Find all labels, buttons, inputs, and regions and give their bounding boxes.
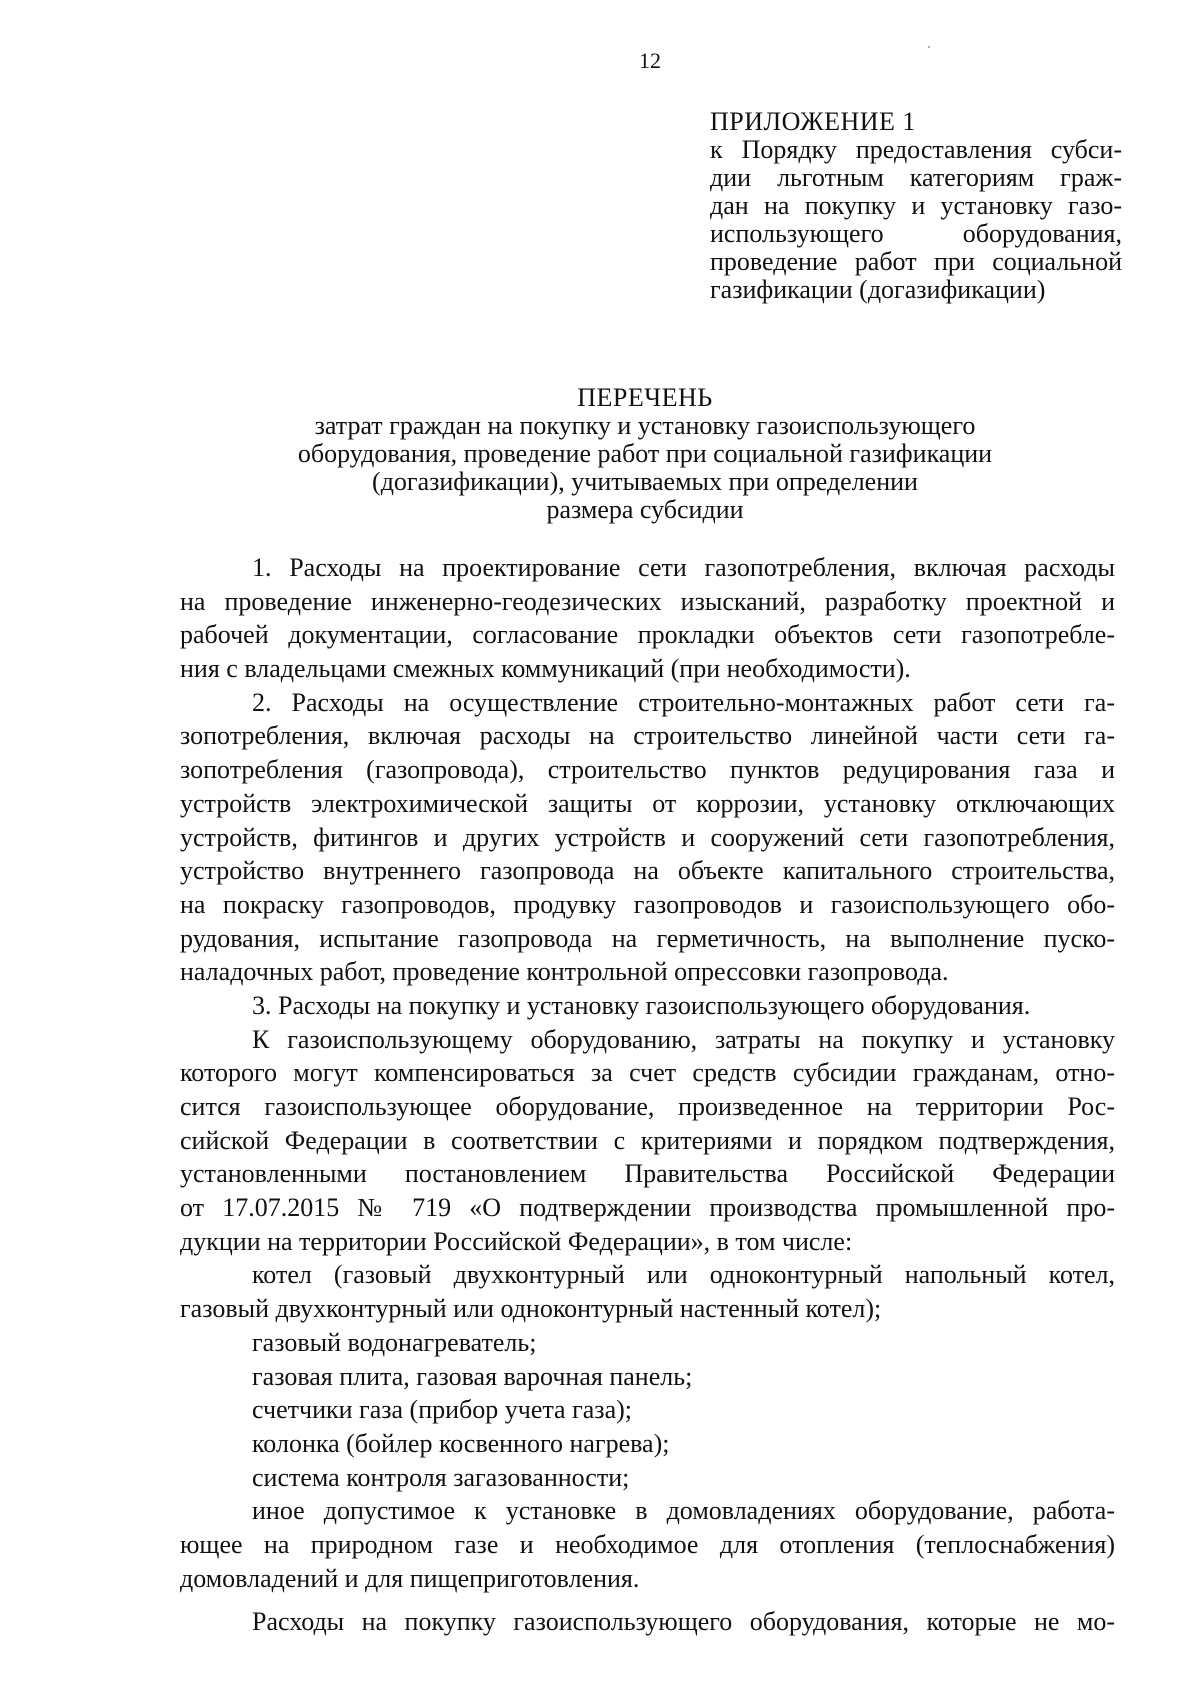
- body-line: устройств, фитингов и других устройств и сооружений сети газопотребления,: [180, 822, 1115, 852]
- body-line: Расходы на покупку газоиспользующего оборудования, которые не мо-: [252, 1607, 1115, 1637]
- list-item: иное допустимое к установке в домовладениях оборудование, работа-: [252, 1496, 1115, 1526]
- body-line: рабочей документации, согласование прокладки объектов сети газопотребле-: [180, 620, 1115, 650]
- annex-line: дан на покупку и установку газо-: [710, 191, 1122, 220]
- list-item: ющее на природном газе и необходимое для отопления (теплоснабжения): [180, 1529, 1115, 1559]
- body-line: 3. Расходы на покупку и установку газоиспользующего оборудования.: [252, 990, 1031, 1020]
- body-line: установленными постановлением Правительства Российской Федерации: [180, 1159, 1115, 1189]
- document-body: [180, 551, 1115, 1639]
- page-number: 12: [639, 48, 661, 73]
- body-line: рудования, испытание газопровода на герметичность, на выполнение пуско-: [180, 923, 1115, 953]
- body-line: зопотребления, включая расходы на строительство линейной части сети га-: [180, 721, 1115, 751]
- annex-block: [710, 108, 1122, 304]
- body-line: сится газоиспользующее оборудование, произведенное на территории Рос-: [180, 1092, 1115, 1121]
- list-item: колонка (бойлер косвенного нагрева);: [252, 1428, 670, 1458]
- annex-line: к Порядку предоставления субси-: [710, 135, 1122, 164]
- annex-line: дии льготным категориям граж-: [710, 163, 1122, 192]
- list-item: система контроля загазованности;: [252, 1462, 630, 1492]
- body-line: которого могут компенсироваться за счет средств субсидии гражданам, отно-: [180, 1058, 1115, 1088]
- list-item: счетчики газа (прибор учета газа);: [252, 1395, 632, 1425]
- body-line: К газоиспользующему оборудованию, затраты на покупку и установку: [252, 1024, 1115, 1054]
- body-line: дукции на территории Российской Федерации», в том числе:: [180, 1226, 853, 1256]
- annex-title: ПРИЛОЖЕНИЕ 1: [710, 107, 916, 136]
- list-item: газовый двухконтурный или одноконтурный настенный котел);: [180, 1294, 882, 1324]
- annex-line: использующего оборудования,: [710, 219, 1122, 248]
- body-line: 2. Расходы на осуществление строительно-монтажных работ сети га-: [252, 687, 1115, 717]
- annex-line: проведение работ при социальной: [710, 247, 1122, 276]
- body-line: наладочных работ, проведение контрольной опрессовки газопровода.: [180, 957, 949, 987]
- document-heading: [180, 384, 1110, 524]
- list-item: газовая плита, газовая варочная панель;: [252, 1361, 693, 1391]
- body-line: сийской Федерации в соответствии с критериями и порядком подтверждения,: [180, 1125, 1115, 1155]
- heading-line: размера субсидии: [546, 495, 744, 524]
- body-line: ния с владельцами смежных коммуникаций (при необходимости).: [180, 654, 911, 684]
- list-item: котел (газовый двухконтурный или одноконтурный напольный котел,: [252, 1260, 1115, 1290]
- list-item: домовладений и для пищеприготовления.: [180, 1563, 640, 1593]
- body-line: 1. Расходы на проектирование сети газопотребления, включая расходы: [252, 553, 1115, 582]
- body-line: на покраску газопроводов, продувку газопроводов и газоиспользующего обо-: [180, 889, 1115, 919]
- body-line: на проведение инженерно-геодезических изысканий, разработку проектной и: [180, 586, 1115, 616]
- heading-line: оборудования, проведение работ при социальной газификации: [297, 439, 993, 468]
- body-line: зопотребления (газопровода), строительство пунктов редуцирования газа и: [180, 755, 1115, 785]
- heading-line: затрат граждан на покупку и установку газоиспользующего: [314, 411, 976, 440]
- body-line: устройств электрохимической защиты от коррозии, установку отключающих: [180, 788, 1115, 818]
- body-line: от 17.07.2015 № 719 «О подтверждении производства промышленной про-: [180, 1193, 1115, 1223]
- body-line: устройство внутреннего газопровода на объекте капитального строительства,: [180, 856, 1115, 886]
- list-item: газовый водонагреватель;: [252, 1327, 537, 1357]
- heading-line: (догазификации), учитываемых при определении: [372, 467, 918, 496]
- heading-title: ПЕРЕЧЕНЬ: [577, 383, 713, 412]
- annex-line: газификации (догазификации): [710, 275, 1046, 304]
